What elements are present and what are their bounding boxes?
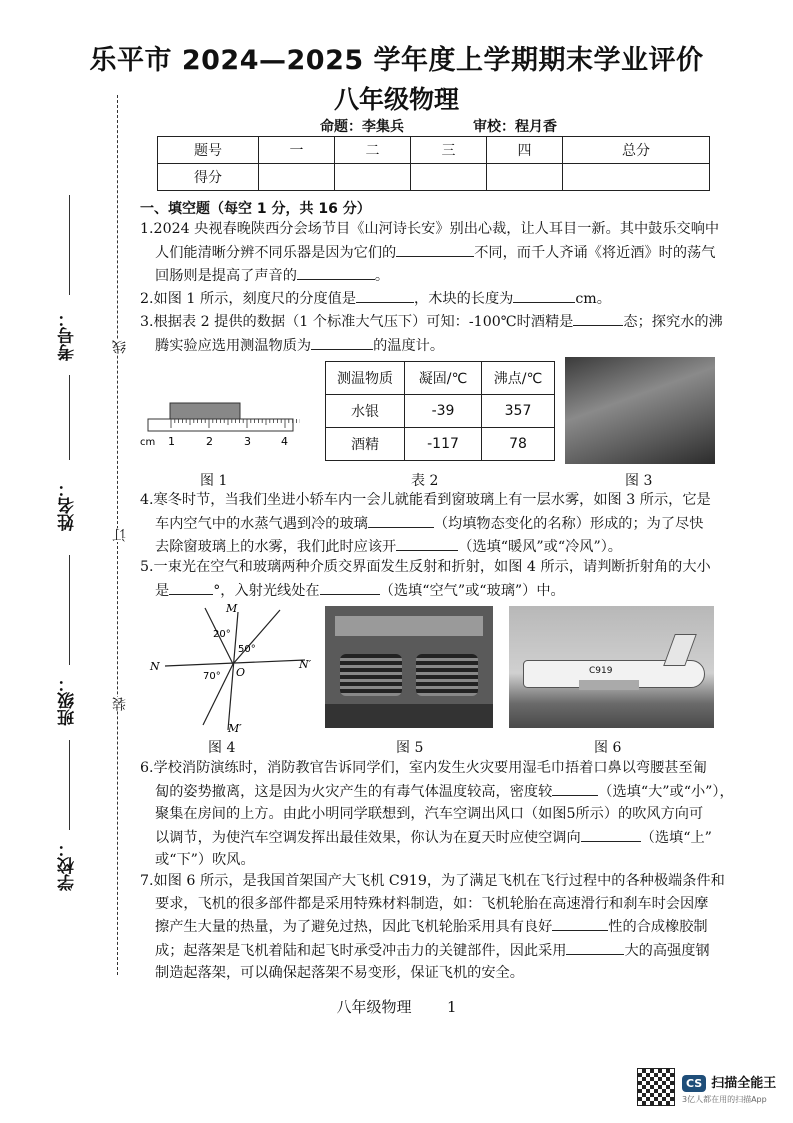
angle-20: 20° xyxy=(213,629,231,640)
answer-blank[interactable] xyxy=(311,334,373,350)
question-3 xyxy=(140,310,740,357)
binding-char-zhuang: 装 xyxy=(112,697,128,711)
score-cell[interactable] xyxy=(335,164,411,191)
question-7 xyxy=(140,870,740,985)
q7-text: 成；起落架是飞机着陆和起飞时承受冲击力的关键部件，因此采用 xyxy=(155,942,567,959)
q2-text: ，木块的长度为 xyxy=(414,291,514,307)
q4-text: （均填物态变化的名称）形成的；为了尽快 xyxy=(433,515,704,532)
reviewer-label: 审校：程月香 xyxy=(473,119,557,135)
q6-text: 匐的姿势撤离，这是因为火灾产生的有毒气体温度较高，密度较 xyxy=(155,783,553,800)
q1-text: 不同，而千人齐诵《将近酒》时的荡气 xyxy=(474,244,716,261)
q4-line1: 4.寒冬时节，当我们坐进小轿车内一会儿就能看到窗玻璃上有一层水雾，如图 3 所示，它是 xyxy=(140,492,711,508)
table2-cell: 酒精 xyxy=(326,428,405,461)
q5-line1: 5.一束光在空气和玻璃两种介质交界面发生反射和折射，如图 4 所示，请判断折射角的大小 xyxy=(140,559,711,575)
q6-line3: 聚集在房间的上方。由此小明同学联想到，汽车空调出风口（如图5所示）的吹风方向可 xyxy=(155,806,704,822)
section-heading: 一、填空题（每空 1 分，共 16 分） xyxy=(140,201,371,217)
table2-cell: 78 xyxy=(482,428,555,461)
answer-blank[interactable] xyxy=(581,826,641,842)
figure-1-ruler xyxy=(140,395,300,455)
question-2 xyxy=(140,287,740,311)
q6-text: 以调节，为使汽车空调发挥出最佳效果，你认为在夏天时应使空调向 xyxy=(155,829,581,846)
answer-blank[interactable] xyxy=(396,535,458,551)
q5-text: （选填“空气”或“玻璃”）中。 xyxy=(379,582,565,599)
q3-text: 态；探究水的沸 xyxy=(623,314,723,330)
answer-blank[interactable] xyxy=(368,512,434,528)
name-label: 姓名： xyxy=(58,480,78,531)
exam-subtitle: 八年级物理 xyxy=(333,85,459,114)
class-line xyxy=(69,555,70,665)
q1-text: 人们能清晰分辨不同乐器是因为它们的 xyxy=(155,244,397,261)
angle-50: 50° xyxy=(238,644,256,655)
label-n-prime: N′ xyxy=(299,658,312,671)
scanner-watermark xyxy=(682,1072,776,1105)
q4-text: 去除窗玻璃上的水雾，我们此时应该开 xyxy=(155,539,397,555)
answer-blank[interactable] xyxy=(169,579,213,595)
answer-blank[interactable] xyxy=(573,310,623,326)
label-n: N xyxy=(150,660,160,673)
ruler-unit: cm xyxy=(140,437,156,448)
binding-char-line: 线 xyxy=(112,340,128,354)
figure-6-caption: 图 6 xyxy=(594,740,622,756)
score-cell[interactable] xyxy=(259,164,335,191)
exam-title: 乐平市 2024—2025 学年度上学期期末学业评价 xyxy=(89,45,704,76)
footer-subject: 八年级物理 xyxy=(336,998,412,1016)
q1-line1: 1.2024 央视春晚陕西分会场节目《山河诗长安》别出心裁，让人耳目一新。其中鼓乐交响中 xyxy=(140,221,720,237)
q7-text: 性的合成橡胶制 xyxy=(608,919,708,935)
q2-text: 2.如图 1 所示，刻度尺的分度值是 xyxy=(140,291,357,307)
score-header-cell: 四 xyxy=(487,137,563,164)
q3-text: 3.根据表 2 提供的数据（1 个标准大气压下）可知：-100℃时酒精是 xyxy=(140,314,574,330)
answer-blank[interactable] xyxy=(552,915,608,931)
score-header-cell: 三 xyxy=(411,137,487,164)
q6-text: （选填“大”或“小”）， xyxy=(598,783,734,800)
school-label: 学校： xyxy=(58,840,78,891)
score-cell[interactable] xyxy=(487,164,563,191)
name-line xyxy=(69,375,70,460)
figure-5-caption: 图 5 xyxy=(396,740,424,756)
table2-cell: 水银 xyxy=(326,395,405,428)
answer-blank[interactable] xyxy=(297,264,375,280)
answer-blank[interactable] xyxy=(513,287,575,303)
answer-blank[interactable] xyxy=(552,780,598,796)
q3-text: 腾实验应选用测温物质为 xyxy=(155,337,312,354)
answer-blank[interactable] xyxy=(566,939,624,955)
q7-line5: 制造起落架，可以确保起落架不易变形，保证飞机的安全。 xyxy=(155,965,524,981)
q3-text: 的温度计。 xyxy=(373,337,445,354)
score-header-cell: 题号 xyxy=(158,137,259,164)
table2-cell: -117 xyxy=(405,428,482,461)
score-table xyxy=(157,136,710,191)
figure-4-caption: 图 4 xyxy=(208,740,236,756)
q7-line1: 7.如图 6 所示，是我国首架国产大飞机 C919，为了满足飞机在飞行过程中的各种极端条件和 xyxy=(140,873,725,889)
q4-text: （选填“暖风”或“冷风”）。 xyxy=(458,539,622,555)
ray-2 xyxy=(233,610,280,664)
air-vent-left xyxy=(340,654,402,696)
angle-70: 70° xyxy=(203,671,221,682)
q7-text: 擦产生大量的热量，为了避免过热，因此飞机轮胎采用具有良好 xyxy=(155,919,553,935)
score-cell[interactable] xyxy=(563,164,710,191)
ruler-label-4: 4 xyxy=(281,435,288,448)
wood-block xyxy=(170,403,240,419)
score-header-cell: 总分 xyxy=(563,137,710,164)
dashboard-strip xyxy=(335,616,483,636)
exam-no-label: 考号： xyxy=(58,310,78,361)
score-cell[interactable] xyxy=(411,164,487,191)
q6-line1: 6.学校消防演练时，消防教官告诉同学们，室内发生火灾要用湿毛巾捂着口鼻以弯腰甚至匍 xyxy=(140,760,707,776)
score-header-cell: 一 xyxy=(259,137,335,164)
question-6 xyxy=(140,757,740,872)
score-row-label: 得分 xyxy=(158,164,259,191)
table2-cell: 357 xyxy=(482,395,555,428)
answer-blank[interactable] xyxy=(396,241,474,257)
score-header-cell: 二 xyxy=(335,137,411,164)
question-4 xyxy=(140,489,740,559)
camscanner-logo-icon: CS xyxy=(682,1075,706,1092)
answer-blank[interactable] xyxy=(320,579,380,595)
question-1 xyxy=(140,218,740,288)
table2-header: 沸点/℃ xyxy=(482,362,555,395)
page-number: 1 xyxy=(447,998,457,1016)
question-5 xyxy=(140,556,740,602)
author-label: 命题：李集兵 xyxy=(320,119,404,135)
air-vent-right xyxy=(416,654,478,696)
console-strip xyxy=(325,704,493,728)
qr-code-icon xyxy=(637,1068,675,1106)
table-2 xyxy=(325,361,555,461)
table2-header: 凝固/℃ xyxy=(405,362,482,395)
figure-4-optics-diagram xyxy=(145,600,320,735)
school-line xyxy=(69,740,70,830)
table-2-caption: 表 2 xyxy=(411,473,439,489)
figure-3-photo xyxy=(565,357,715,464)
q6-line5: 或“下”）吹风。 xyxy=(155,852,255,868)
exam-no-line xyxy=(69,195,70,295)
q1-text: 。 xyxy=(374,268,390,284)
answer-blank[interactable] xyxy=(356,287,414,303)
q7-line2: 要求，飞机的很多部件都是采用特殊材料制造，如：飞机轮胎在高速滑行和刹车时会因摩 xyxy=(155,895,709,912)
table2-header: 测温物质 xyxy=(326,362,405,395)
q6-text: （选填“上” xyxy=(640,829,712,846)
scanner-name: 扫描全能王 xyxy=(711,1076,777,1091)
q7-text: 大的高强度钢 xyxy=(624,942,710,959)
figure-1-caption: 图 1 xyxy=(200,473,228,489)
label-o: O xyxy=(236,666,246,679)
figure-5-photo xyxy=(325,606,493,728)
table2-cell: -39 xyxy=(405,395,482,428)
binding-char-ding: 订 xyxy=(112,528,128,542)
q5-text: °，入射光线处在 xyxy=(213,582,320,599)
aircraft-label: C919 xyxy=(589,666,613,676)
figure-6-photo xyxy=(509,606,714,728)
q4-text: 车内空气中的水蒸气遇到冷的玻璃 xyxy=(155,515,368,532)
page-footer xyxy=(0,996,793,1017)
class-label: 班级： xyxy=(58,675,78,726)
q1-text: 回肠则是提高了声音的 xyxy=(155,268,297,284)
scanner-slogan: 3亿人都在用的扫描App xyxy=(682,1095,767,1104)
label-m: M xyxy=(226,602,238,615)
q5-text: 是 xyxy=(155,582,170,599)
ruler-label-1: 1 xyxy=(168,435,175,448)
label-m-prime: M′ xyxy=(228,722,242,735)
aircraft-wing xyxy=(579,680,639,690)
q2-text: cm。 xyxy=(575,291,611,307)
ruler-label-3: 3 xyxy=(244,435,251,448)
ruler-label-2: 2 xyxy=(206,435,213,448)
figure-3-caption: 图 3 xyxy=(625,473,653,489)
